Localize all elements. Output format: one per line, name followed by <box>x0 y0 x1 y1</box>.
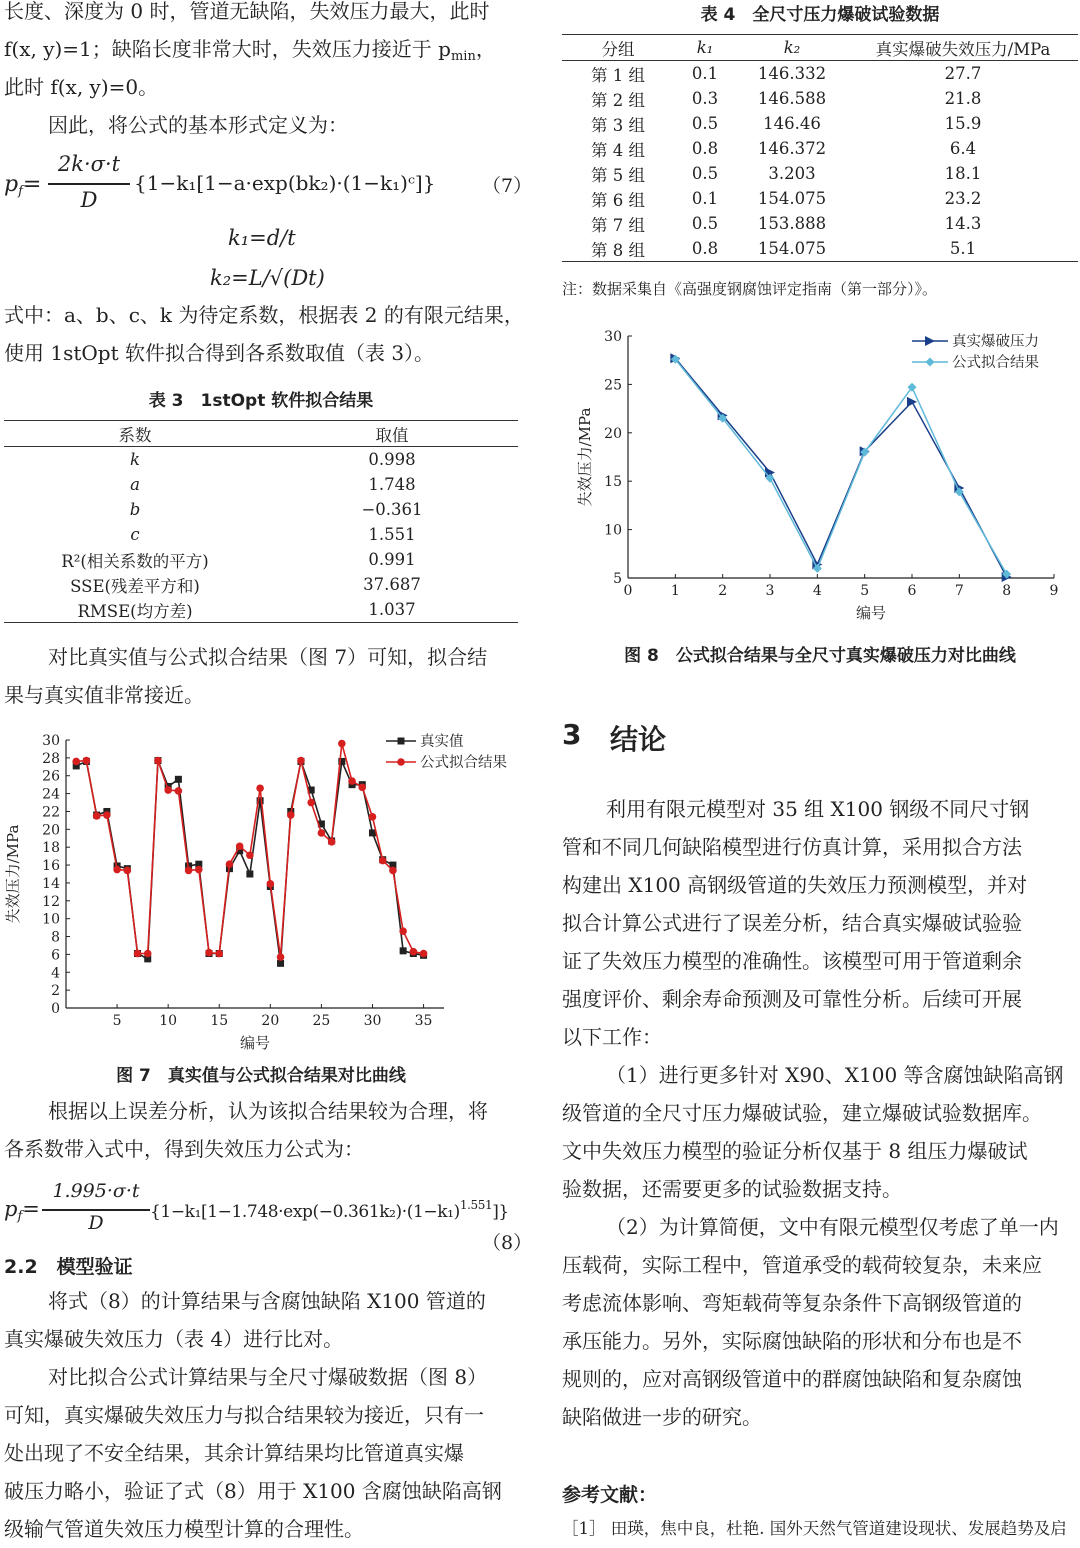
series-1-point <box>277 960 284 967</box>
table-cell: 0.3 <box>691 89 719 108</box>
table-header-cell: 分组 <box>562 35 674 61</box>
x-tick-label: 3 <box>765 583 775 599</box>
text-line: 级输气管道失效压力模型计算的合理性。 <box>4 1517 364 1541</box>
series-2-point <box>399 927 407 935</box>
text-line: 长度、深度为 0 时，管道无缺陷，失效压力最大，此时 <box>4 0 490 23</box>
text-line: 式中：a、b、c、k 为待定系数，根据表 2 的有限元结果， <box>4 303 524 327</box>
series-2-point <box>420 950 428 958</box>
text-line: 破压力略小，验证了式（8）用于 X100 含腐蚀缺陷高钢 <box>4 1479 502 1503</box>
text-line: 缺陷做进一步的研究。 <box>562 1405 762 1429</box>
text-line: 对比真实值与公式拟合结果（图 7）可知，拟合结 <box>48 645 488 669</box>
table-cell: 第 5 组 <box>591 165 645 185</box>
series-2-point <box>103 811 111 819</box>
series-1-point <box>175 776 182 783</box>
x-tick-label: 9 <box>1049 583 1059 599</box>
x-axis-label: 编号 <box>239 1034 271 1052</box>
series-2-point <box>348 777 356 785</box>
table-row <box>562 111 1078 136</box>
fraction-bar <box>48 183 130 185</box>
eq-subscript: f <box>18 184 23 199</box>
table-cell: 1.037 <box>266 597 518 623</box>
table-header-cell: 取值 <box>266 421 518 447</box>
y-tick-label: 28 <box>42 750 60 767</box>
section-2-2-heading: 2.2 模型验证 <box>4 1256 133 1278</box>
table-cell: a <box>130 475 140 494</box>
table-cell: 6.4 <box>949 139 977 158</box>
y-tick-label: 10 <box>604 522 622 539</box>
table-cell: 第 8 组 <box>562 236 674 262</box>
table-cell: 146.332 <box>757 64 827 83</box>
table-row <box>562 61 1078 87</box>
table-cell: RMSE(均方差) <box>4 597 266 623</box>
table-4 <box>562 34 1078 262</box>
text-line: 承压能力。另外，实际腐蚀缺陷的形状和分布也是不 <box>562 1329 1022 1353</box>
text-line: 因此，将公式的基本形式定义为： <box>48 113 348 137</box>
y-tick-label: 2 <box>51 983 60 1000</box>
table-cell: 14.3 <box>944 214 982 233</box>
series-2-point <box>134 950 142 958</box>
table-cell: 0.8 <box>674 236 736 262</box>
table-cell: 37.687 <box>363 575 421 594</box>
y-tick-label: 16 <box>42 858 60 875</box>
text-line: 构建出 X100 高钢级管道的失效压力预测模型，并对 <box>562 873 1028 897</box>
table-cell: 21.8 <box>944 89 982 108</box>
series-2-point <box>226 860 234 868</box>
x-tick-label: 8 <box>1002 583 1012 599</box>
y-tick-label: 22 <box>42 804 60 821</box>
table-cell: 3.203 <box>768 164 816 183</box>
text-line: 将式（8）的计算结果与含腐蚀缺陷 X100 管道的 <box>48 1289 486 1313</box>
series-1-line <box>76 761 423 964</box>
text-line: 使用 1stOpt 软件拟合得到各系数取值（表 3）。 <box>4 341 435 365</box>
x-tick-label: 35 <box>414 1013 433 1029</box>
reference-1: ［1］ 田瑛，焦中良，杜艳. 国外天然气管道建设现状、发展趋势及启 <box>562 1519 1067 1538</box>
table-cell: 154.075 <box>736 236 848 262</box>
x-tick-label: 30 <box>363 1013 382 1029</box>
table-cell: R²(相关系数的平方) <box>61 551 209 571</box>
series-2-point <box>379 857 387 865</box>
subscript: min <box>450 49 476 64</box>
eq-close: ]} <box>492 1202 509 1222</box>
table-cell: −0.361 <box>361 500 423 519</box>
table-row <box>4 597 518 623</box>
series-2-point <box>236 843 244 851</box>
table-cell: 0.991 <box>368 550 416 569</box>
table-row <box>562 186 1078 211</box>
equation-k2: k₂=L/√(Dt) <box>210 266 325 290</box>
series-2-point <box>205 949 213 957</box>
series-2-point <box>72 758 80 766</box>
series-2-point <box>113 866 121 874</box>
series-1-point <box>400 947 407 954</box>
text-line: 对比拟合公式计算结果与全尺寸爆破数据（图 8） <box>48 1365 488 1389</box>
text-line: 此时 f(x, y)=0。 <box>4 75 159 99</box>
x-tick-label: 2 <box>718 583 728 599</box>
table-cell: 5.1 <box>848 236 1078 262</box>
text-line: 各系数带入式中，得到失效压力公式为： <box>4 1137 364 1161</box>
table-cell: 23.2 <box>944 189 982 208</box>
equation-k1: k₁=d/t <box>228 226 296 250</box>
table-row <box>4 547 518 572</box>
y-tick-label: 8 <box>51 929 60 946</box>
text-line: 利用有限元模型对 35 组 X100 钢级不同尺寸钢 <box>606 797 1030 821</box>
table-cell: 0.1 <box>691 189 719 208</box>
series-2-point <box>175 787 183 795</box>
table-row <box>4 472 518 497</box>
text-line: 处出现了不安全结果，其余计算结果均比管道真实爆 <box>4 1441 464 1465</box>
text-line: （1）进行更多针对 X90、X100 等含腐蚀缺陷高钢 <box>606 1063 1064 1087</box>
table-header-cell: 真实爆破失效压力/MPa <box>848 35 1078 61</box>
text-line: 以下工作： <box>562 1025 662 1049</box>
text-line: 管和不同几何缺陷模型进行仿真计算，采用拟合方法 <box>562 835 1022 859</box>
section-3-title: 结论 <box>610 723 667 756</box>
table-3 <box>4 420 518 623</box>
table-header-row <box>4 421 518 447</box>
series-2-point <box>93 812 101 820</box>
text-span: f(x, y)=1；缺陷长度非常大时，失效压力接近于 p <box>4 37 451 61</box>
text-line: 文中失效压力模型的验证分析仅基于 8 组压力爆破试 <box>562 1139 1028 1163</box>
table-row <box>562 161 1078 186</box>
text-line: 考虑流体影响、弯矩载荷等复杂条件下高钢级管道的 <box>562 1291 1022 1315</box>
y-tick-label: 24 <box>42 786 60 803</box>
table-cell: 146.588 <box>757 89 827 108</box>
y-tick-label: 10 <box>42 911 60 928</box>
y-tick-label: 20 <box>42 822 60 839</box>
table-row <box>4 572 518 597</box>
series-2-point <box>164 786 172 794</box>
table-row <box>562 136 1078 161</box>
legend-series-1-label: 真实值 <box>420 734 464 750</box>
x-tick-label: 7 <box>954 583 964 599</box>
table-cell: 154.075 <box>757 189 827 208</box>
table-cell: 第 7 组 <box>591 215 645 235</box>
table-cell: c <box>130 525 140 544</box>
equation-7-lhs: $p_f=$ <box>4 172 42 199</box>
table-cell: 第 3 组 <box>591 115 645 135</box>
table-header-cell: k₂ <box>736 35 848 61</box>
series-2-point <box>154 757 162 765</box>
fraction-bar <box>42 1209 150 1211</box>
table-header-row <box>562 35 1078 61</box>
series-2-point <box>389 867 397 875</box>
equation-8-lhs: $p_f=$ <box>4 1197 40 1224</box>
table-cell: 18.1 <box>944 164 982 183</box>
table-cell: 0.5 <box>691 114 719 133</box>
table-cell: 0.5 <box>691 214 719 233</box>
y-tick-label: 26 <box>42 768 60 785</box>
table-cell: 146.46 <box>763 114 821 133</box>
text-line: 根据以上误差分析，认为该拟合结果较为合理，将 <box>48 1099 488 1123</box>
y-tick-label: 20 <box>604 425 622 442</box>
series-2-line <box>675 359 1006 574</box>
eq-symbol: p <box>4 1197 18 1221</box>
legend-series-1-marker <box>398 738 405 745</box>
table-cell: 15.9 <box>944 114 982 133</box>
figure-7-chart <box>4 722 518 1052</box>
text-line: （2）为计算简便，文中有限元模型仅考虑了单一内 <box>606 1215 1059 1239</box>
table-cell: 153.888 <box>757 214 827 233</box>
x-axis-label: 编号 <box>855 604 887 622</box>
y-tick-label: 15 <box>604 474 622 491</box>
equation-8-denominator: D <box>88 1212 104 1234</box>
y-tick-label: 30 <box>42 733 60 749</box>
x-tick-label: 20 <box>261 1013 280 1029</box>
series-2-point <box>267 880 275 888</box>
equation-7-body: {1−k₁[1−a·exp(bk₂)·(1−k₁)ᶜ]} <box>134 171 436 195</box>
section-3-number: 3 <box>562 718 582 751</box>
x-tick-label: 10 <box>159 1013 178 1029</box>
series-2-point <box>287 811 295 819</box>
table-cell: 1.748 <box>368 475 416 494</box>
text-line: 果与真实值非常接近。 <box>4 683 204 707</box>
eq-body-text: {1−k₁[1−1.748·exp(−0.361k₂)·(1−k₁) <box>150 1202 460 1222</box>
figure-7-caption: 图 7 真实值与公式拟合结果对比曲线 <box>116 1066 406 1086</box>
table-cell: b <box>129 500 141 519</box>
series-2-point <box>410 948 418 956</box>
y-axis-label: 失效压力/MPa <box>576 407 594 507</box>
equation-7-denominator: D <box>80 188 98 212</box>
y-tick-label: 14 <box>42 875 60 892</box>
series-2-line <box>76 744 423 958</box>
series-2-point <box>246 851 254 859</box>
x-tick-label: 1 <box>670 583 680 599</box>
legend-series-1-label: 真实爆破压力 <box>952 334 1039 350</box>
legend-series-1-marker <box>925 336 935 346</box>
table-cell: k <box>130 450 140 469</box>
equation-8-number: （8） <box>482 1232 533 1254</box>
table-4-title: 表 4 全尺寸压力爆破试验数据 <box>700 5 940 25</box>
table-row <box>562 86 1078 111</box>
table-cell: 0.5 <box>691 164 719 183</box>
figure-8-caption: 图 8 公式拟合结果与全尺寸真实爆破压力对比曲线 <box>624 646 1016 666</box>
table-cell: SSE(残差平方和) <box>70 576 200 596</box>
series-2-point <box>358 784 366 792</box>
eq-symbol: p <box>4 172 19 197</box>
table-cell: 第 6 组 <box>591 190 645 210</box>
table-row <box>562 211 1078 236</box>
y-tick-label: 18 <box>42 840 60 857</box>
series-2-point <box>328 838 336 846</box>
series-2-point <box>185 867 193 875</box>
series-2-point <box>144 950 152 958</box>
series-2-point <box>83 757 91 765</box>
series-2-point <box>195 866 203 874</box>
table-cell: 第 1 组 <box>591 65 645 85</box>
series-2-point <box>338 740 346 748</box>
eq-exponent: 1.551 <box>459 1198 493 1212</box>
text-line: 规则的，应对高钢级管道中的群腐蚀缺陷和复杂腐蚀 <box>562 1367 1022 1391</box>
table-row <box>562 236 1078 262</box>
table-header-cell: 系数 <box>4 421 266 447</box>
text-line: 压载荷，实际工程中，管道承受的载荷较复杂，未来应 <box>562 1253 1042 1277</box>
table-row <box>4 522 518 547</box>
text-line: 验数据，还需要更多的试验数据支持。 <box>562 1177 902 1201</box>
text-line: 真实爆破失效压力（表 4）进行比对。 <box>4 1327 344 1351</box>
series-2-point <box>297 757 305 765</box>
series-1-point <box>907 397 917 407</box>
y-tick-label: 5 <box>613 571 622 587</box>
text-span: ， <box>475 37 496 61</box>
text-line: 强度评价、剩余寿命预测及可靠性分析。后续可开展 <box>562 987 1022 1011</box>
legend-series-2-marker <box>926 358 935 367</box>
text-line: 拟合计算公式进行了误差分析，结合真实爆破试验验 <box>562 911 1022 935</box>
equation-8-numerator: 1.995·σ·t <box>52 1180 140 1202</box>
series-2-point <box>215 950 223 958</box>
y-tick-label: 12 <box>42 893 60 910</box>
table-header-cell: k₁ <box>674 35 736 61</box>
eq-subscript: f <box>17 1209 23 1224</box>
references-title: 参考文献： <box>562 1484 658 1506</box>
series-1-line <box>675 358 1006 577</box>
series-1-point <box>246 871 253 878</box>
x-tick-label: 25 <box>312 1013 331 1029</box>
table-4-body <box>562 61 1078 262</box>
y-tick-label: 6 <box>51 947 60 964</box>
series-2-point <box>277 953 285 961</box>
table-row <box>4 497 518 522</box>
table-cell: 0.998 <box>368 450 416 469</box>
x-tick-label: 0 <box>623 583 633 599</box>
legend-series-2-label: 公式拟合结果 <box>952 355 1039 371</box>
legend-series-2-label: 公式拟合结果 <box>420 755 507 771</box>
table-3-title: 表 3 1stOpt 软件拟合结果 <box>148 391 374 411</box>
series-2-point <box>123 867 131 875</box>
x-tick-label: 4 <box>812 583 822 599</box>
table-cell: 0.8 <box>691 139 719 158</box>
series-2-point <box>369 813 377 821</box>
table-cell: 第 2 组 <box>591 90 645 110</box>
figure-8-chart <box>562 318 1078 634</box>
legend-series-2-marker <box>397 758 405 766</box>
equation-7-numerator: 2k·σ·t <box>57 152 121 176</box>
table-cell: 146.372 <box>757 139 827 158</box>
text-line: 级管道的全尺寸压力爆破试验，建立爆破试验数据库。 <box>562 1101 1042 1125</box>
series-2-point <box>256 784 264 792</box>
table-cell: 0.1 <box>691 64 719 83</box>
equation-7-number: （7） <box>482 175 533 197</box>
x-tick-label: 5 <box>860 583 870 599</box>
series-2-point <box>318 829 326 837</box>
y-tick-label: 30 <box>604 329 622 345</box>
x-tick-label: 15 <box>210 1013 229 1029</box>
table-cell: 1.551 <box>368 525 416 544</box>
table-cell: 27.7 <box>944 64 982 83</box>
y-tick-label: 25 <box>604 377 622 394</box>
x-tick-label: 6 <box>907 583 917 599</box>
table-row <box>4 447 518 473</box>
x-tick-label: 5 <box>112 1013 122 1029</box>
y-tick-label: 4 <box>51 965 60 982</box>
table-cell: 第 4 组 <box>591 140 645 160</box>
y-axis-label: 失效压力/MPa <box>4 824 22 924</box>
series-2-point <box>307 799 315 807</box>
text-line: 可知，真实爆破失效压力与拟合结果较为接近，只有一 <box>4 1403 484 1427</box>
text-line: 证了失效压力模型的准确性。该模型可用于管道剩余 <box>562 949 1022 973</box>
equation-8-body <box>150 1198 509 1222</box>
table-4-note: 注：数据采集自《高强度钢腐蚀评定指南（第一部分）》。 <box>562 280 938 298</box>
y-tick-label: 0 <box>51 1001 60 1017</box>
